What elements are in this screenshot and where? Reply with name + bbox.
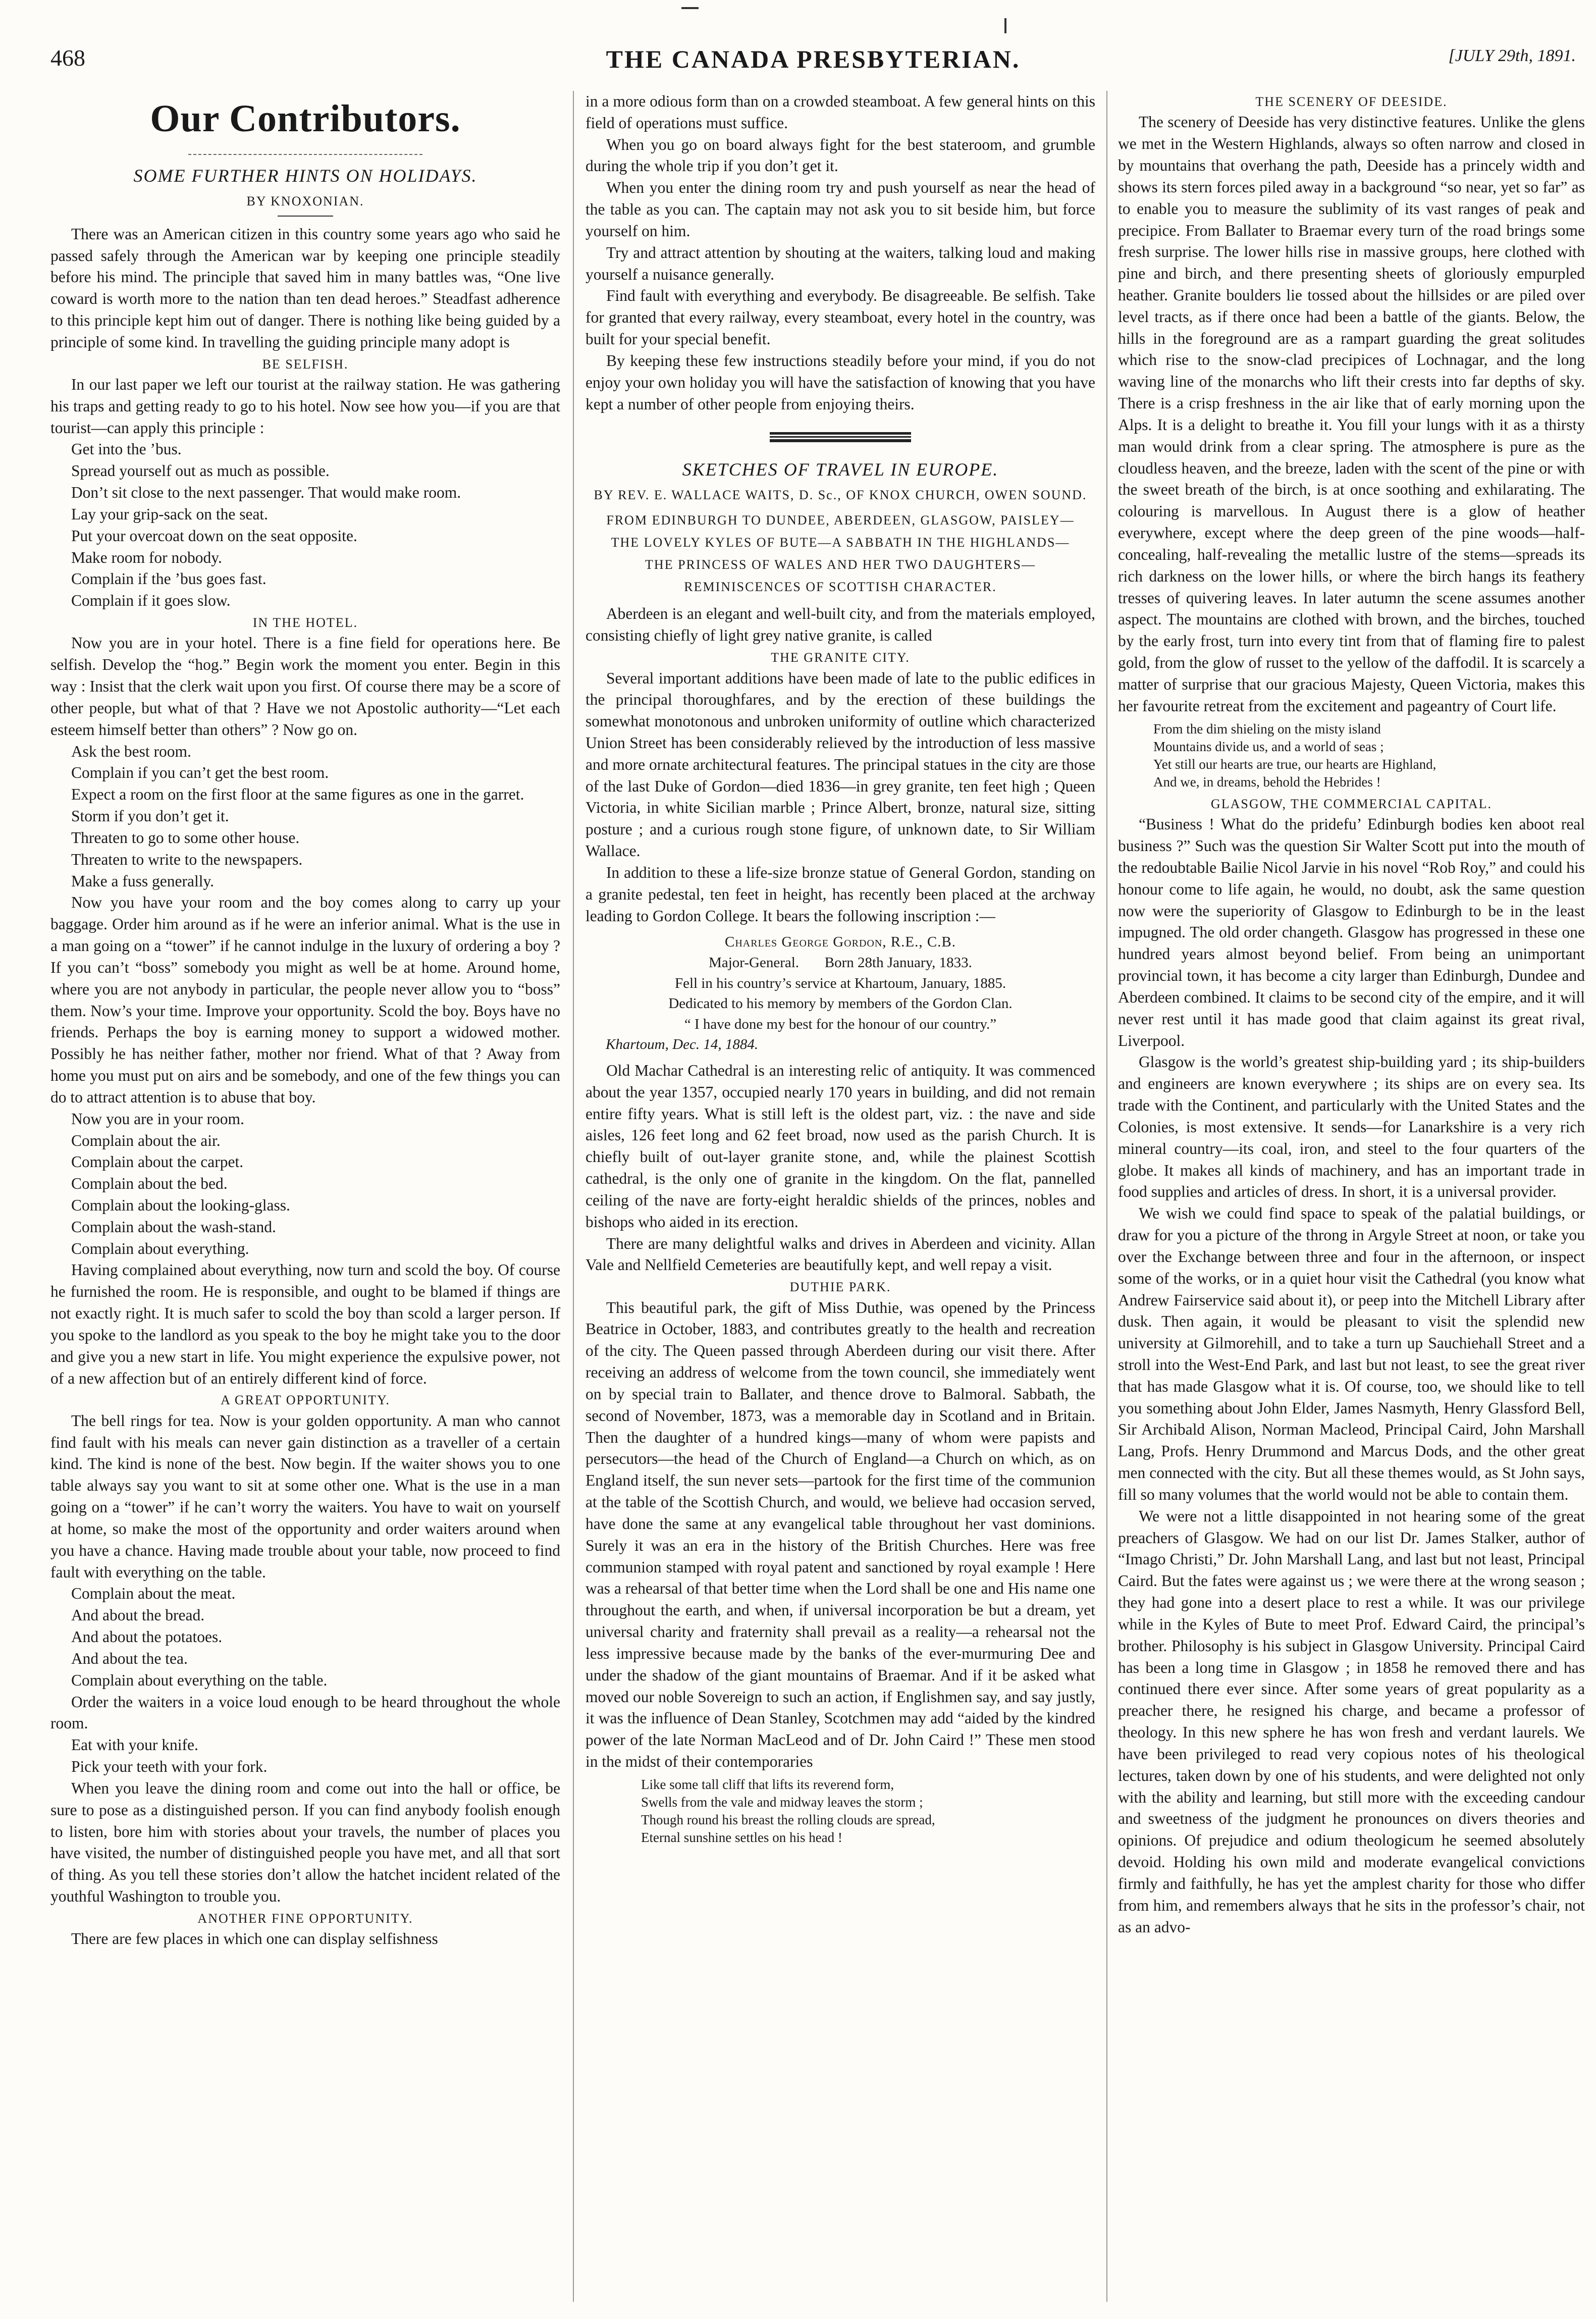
list-item: Complain about everything on the table. bbox=[71, 1671, 328, 1689]
column-rule bbox=[1106, 91, 1107, 2302]
list-item: Pick your teeth with your fork. bbox=[71, 1758, 268, 1776]
print-mark bbox=[1004, 18, 1006, 33]
paragraph: Find fault with everything and everybody. Be disagreeable. Be selfish. Take for granted that every railway, every steamboat, every hotel in the country, was built for your special benefit. bbox=[586, 287, 1095, 348]
paragraph: Several important additions have been made of late to the public edifices in the principal thoroughfares, and by the erection of these buildings the somewhat monotonous and unbroken uniformity of outline which characterized Union Street has been considerably relieved by the introduction of less massive and more ornate architectural features. The principal statues in the city are those of the last Duke of Gordon—died 1836—in grey granite, ten feet high ; Queen Victoria, in white Sicilian marble ; Prince Albert, bronze, natural size, sitting posture ; and a curious rough stone figure, of unknown date, to Sir William Wallace. bbox=[586, 669, 1095, 860]
list-item: Complain about the meat. bbox=[71, 1585, 236, 1603]
publication-title: THE CANADA PRESBYTERIAN. bbox=[606, 45, 1021, 73]
column-3 bbox=[1118, 91, 1585, 2307]
list-item: Lay your grip-sack on the seat. bbox=[71, 505, 269, 523]
paragraph: in a more odious form than on a crowded steamboat. A few general hints on this field of operations must suffice. bbox=[586, 92, 1095, 132]
paragraph: The bell rings for tea. Now is your golden opportunity. A man who cannot find fault with his meals can never gain distinction as a traveller of a certain kind. The kind is none of the best. Now begin. If the waiter shows you to one table always say you want to sit at some other one. What is the use in a man going on a “tower” if he can’t worry the waiters. You have to wait on yourself at home, so make the most of the opportunity and order waiters around when you have a chance. Having made trouble about your table, now proceed to find fault with everything on the table. bbox=[50, 1411, 560, 1581]
list-item: Storm if you don’t get it. bbox=[71, 807, 229, 825]
section-heading: IN THE HOTEL. bbox=[252, 615, 358, 630]
divider bbox=[278, 216, 333, 217]
paragraph: We were not a little disappointed in not hearing some of the great preachers of Glasgow. We had on our list Dr. James Stalker, author of “Imago Christi,” Dr. John Marshall Lang, and last but not least, Principal Caird. But the fates were against us ; we were there at the wrong season ; they had gone into a desert place to rest a while. It was our privilege while in the Kyles of Bute to meet Prof. Edward Caird, the principal’s brother. Philosophy is his subject in Glasgow University. Principal Caird has been a long time in Glasgow ; in 1858 he removed there and has continued there ever since. After some years of great popularity as a preacher there, he resigned his charge, and became a professor of theology. In this new sphere he has won fresh and verdant laurels. We have been privileged to read very copious notes of his theological lectures, taken down by one of his students, and were delighted not only with the ability and learning, but still more with the exceeding candour and sweetness of the judgment he pronounces on divers theories and opinions. Of prejudice and odium theologicum he seemed absolutely devoid. Holding his own mild and moderate evangelical convictions firmly and faithfully, he has yet the amplest charity for those who differ from him, and remembers always that he sits in the professor’s chair, not as an advo- bbox=[1118, 1507, 1585, 1936]
list-item: Complain if it goes slow. bbox=[71, 592, 231, 610]
list-complaints bbox=[50, 1109, 560, 1260]
paragraph: When you leave the dining room and come out into the hall or office, be sure to pose as a distinguished person. If you can find anybody foolish enough to listen, bore him with stories about your travels, the number of places you have visited, the number of distinguished people you have met, and all that sort of thing. As you tell these stories don’t allow the hatchet incident related of the youthful Washington to trouble you. bbox=[50, 1779, 560, 1906]
column-1 bbox=[50, 91, 560, 2307]
paragraph: There was an American citizen in this country some years ago who said he passed safely through the American war by keeping one principle steadily before his mind. The principle that saved him in many battles was, “One live coward is worth more to the nation than ten dead heroes.” Steadfast adherence to this principle kept him out of danger. There is nothing like being guided by a principle of some kind. In travelling the guiding principle many adopt is bbox=[50, 225, 560, 351]
list-item: Complain about the carpet. bbox=[71, 1153, 244, 1171]
list-item: Complain if the ’bus goes fast. bbox=[71, 570, 267, 588]
paragraph: The scenery of Deeside has very distinctive features. Unlike the glens we met in the Western Highlands, always so often narrow and closed in by mountains that overhang the path, Deeside has a princely width and shows its stern forces piled away in a background “so near, yet so far” as to enable you to measure the sublimity of its vast ranges of peak and precipice. From Ballater to Braemar every turn of the road brings some fresh surprise. The lower hills rise in massive groups, here clothed with pine and birch, and there presenting sheets of gloriously empurpled heather. Granite boulders lie tossed about the hillsides or are piled over level tracts, as if there once had been a battle of the giants. Below, the hills in the foreground are as a rampart guarding the great solitudes which rise to the snow-clad precipices of Lochnagar, and the long waving line of the monarchs who lift their crests into far depths of sky. There is a crisp freshness in the air like that of early morning upon the Alps. It is a delight to breathe it. You fill your lungs with it as a thirsty man would drink from a clear spring. The atmosphere is pure as the cloudless heaven, and the breeze, laden with the scent of the pine or with the sweet breath of the birch, is at once soothing and exhilarating. The colouring is marvellous. In August there is a glow of heather everywhere, except where the deep green of the pine woods—half-concealing, half-revealing the metallic lustre of the stems—spreads its rich darkness on the lower hills, or where the birch hangs its feathery tresses of quivering leaves. In later autumn the scene assumes another aspect. The mountains are clothed with brown, and the birches, touched by the early frost, turn into every tint from that of flaming fire to palest gold, from the glow of russet to the yellow of the daffodil. It is scarcely a matter of surprise that our gracious Majesty, Queen Victoria, makes this her favourite retreat from the excitement and pageantry of Court life. bbox=[1118, 113, 1585, 715]
verse-line: And we, in dreams, behold the Hebrides ! bbox=[1153, 774, 1381, 789]
section-masthead: Our Contributors. bbox=[150, 97, 461, 140]
list-manners bbox=[50, 1734, 560, 1778]
section-heading: THE SCENERY OF DEESIDE. bbox=[1255, 94, 1448, 109]
paragraph: Aberdeen is an elegant and well-built city, and from the materials employed, consisting chiefly of light grey native granite, is called bbox=[586, 605, 1095, 645]
section-heading: GLASGOW, THE COMMERCIAL CAPITAL. bbox=[1210, 796, 1493, 811]
verse-quotation bbox=[586, 1776, 1095, 1847]
section-heading: A GREAT OPPORTUNITY. bbox=[221, 1393, 390, 1408]
paragraph: In addition to these a life-size bronze statue of General Gordon, standing on a granite pedestal, ten feet in height, has recently been placed at the archway leading to Gordon College. It bears the following inscription :— bbox=[586, 863, 1095, 925]
paragraph: Now you are in your hotel. There is a fine field for operations here. Be selfish. Develop the “hog.” Begin work the moment you enter. Begin in this way : Insist that the clerk wait upon you first. Of course there may be a score of other people, but what of that ? Have we not Apostolic authority—“Let each esteem himself better than others” ? Now go on. bbox=[50, 634, 560, 739]
list-item: And about the potatoes. bbox=[71, 1628, 223, 1646]
list-table-complaints bbox=[50, 1583, 560, 1691]
list-item: Spread yourself out as much as possible. bbox=[71, 462, 330, 480]
paragraph: When you go on board always fight for the best stateroom, and grumble during the whole trip if you don’t get it. bbox=[586, 135, 1095, 175]
inscription-date: Khartoum, Dec. 14, 1884. bbox=[606, 1036, 759, 1053]
inscription bbox=[586, 932, 1095, 1055]
verse-line: From the dim shieling on the misty island bbox=[1153, 721, 1381, 736]
list-item: And about the tea. bbox=[71, 1649, 188, 1667]
section-heading: THE GRANITE CITY. bbox=[771, 650, 910, 665]
list-item: Put your overcoat down on the seat opposite. bbox=[71, 526, 357, 545]
list-item: Complain if you can’t get the best room. bbox=[71, 764, 329, 782]
list-hints-bus bbox=[50, 439, 560, 612]
inscription-fell: Fell in his country’s service at Khartoum, January, 1885. bbox=[674, 975, 1006, 991]
article-title: SKETCHES OF TRAVEL IN EUROPE. bbox=[682, 459, 999, 480]
divider bbox=[188, 154, 423, 155]
list-item: Make room for nobody. bbox=[71, 548, 222, 566]
list-item: Get into the ’bus. bbox=[71, 440, 182, 458]
verse-line: Swells from the vale and midway leaves the storm ; bbox=[641, 1794, 923, 1810]
paragraph: When you enter the dining room try and push yourself as near the head of the table as you can. The captain may not ask you to sit beside him, but force yourself on him. bbox=[586, 179, 1095, 240]
paragraph: There are many delightful walks and drives in Aberdeen and vicinity. Allan Vale and Nellfield Cemeteries are beautifully kept, and well repay a visit. bbox=[586, 1234, 1095, 1274]
list-item: Complain about the looking-glass. bbox=[71, 1196, 290, 1214]
page-header bbox=[50, 44, 1576, 80]
list-item: Make a fuss generally. bbox=[71, 872, 215, 890]
list-item: Expect a room on the first floor at the same figures as one in the garret. bbox=[71, 785, 524, 804]
paragraph: There are few places in which one can display selfishness bbox=[71, 1930, 438, 1948]
column-rule bbox=[573, 91, 574, 2302]
list-item: Eat with your knife. bbox=[71, 1736, 198, 1754]
list-item: And about the bread. bbox=[71, 1606, 205, 1624]
section-heading: BE SELFISH. bbox=[262, 356, 349, 372]
paragraph: Now you have your room and the boy comes along to carry up your baggage. Order him around as if he were an inferior animal. What is the use in a man going on a “tower” if he cannot indulge in the luxury of ordering a boy ? If you can’t “boss” somebody you might as well be at home. Around home, where you are not anybody in particular, the people never allow you to “boss” them. Now’s your time. Improve your opportunity. Scold the boy. Boys have no friends. Perhaps the boy is earning money to support a widowed mother. Possibly he has neither father, mother nor friend. What of that ? Away from home you must put on airs and be somebody, and one of the few things you can do to attract attention is to abuse that boy. bbox=[50, 893, 560, 1106]
paragraph: In our last paper we left our tourist at the railway station. He was gathering his traps and getting ready to go to his hotel. Now see how you—if you are that tourist—can apply this principle : bbox=[50, 376, 560, 437]
paragraph: Try and attract attention by shouting at the waiters, talking loud and making yourself a nuisance generally. bbox=[586, 243, 1095, 283]
verse-line: Mountains divide us, and a world of seas ; bbox=[1153, 739, 1384, 754]
list-item: Threaten to go to some other house. bbox=[71, 828, 300, 847]
paragraph: We wish we could find space to speak of the palatial buildings, or draw for you a picture of the throng in Argyle Street at noon, or take you over the Exchange between three and four in the afternoon, or inspect some of the works, or in a quiet hour visit the Cathedral (you know what Andrew Fairservice said about it), or peep into the Mitchell Library after dusk. Then again, it would be pleasant to visit the splendid new university at Gilmorehill, and to take a turn up Sauchiehall Street and a stroll into the West-End Park, and last but not least, to see the great river that has made Glasgow what it is. Of course, too, we should like to tell you something about John Elder, James Nasmyth, Henry Glassford Bell, Sir Archibald Alison, Norman Macleod, Principal Caird, John Marshall Lang, Profs. Henry Drummond and Marcus Dods, and the other great men connected with the city. But all these themes would, as St John says, fill so many volumes that the world would not be able to contain them. bbox=[1118, 1204, 1585, 1503]
inscription-dedication: Dedicated to his memory by members of the Gordon Clan. bbox=[668, 995, 1013, 1012]
paragraph: This beautiful park, the gift of Miss Duthie, was opened by the Princess Beatrice in October, 1883, and contributes greatly to the health and recreation of the city. The Queen passed through Aberdeen during our visit there. After receiving an address of welcome from the town council, she immediately went on by special train to Ballater, and thence drove to Balmoral. Sabbath, the second of November, 1873, was a memorable day in Scotland and in Britain. Then the daughter of a hundred kings—many of whom were papists and persecutors—the head of the Church of England—a Church on which, as on England itself, the sun never sets—partook for the first time of the communion at the table of the Scottish Church, and would, we believe had occasion served, have done the same at any evangelical table throughout her vast dominions. Surely it was an era in the history of the British Churches. Here was free communion stamped with royal patent and sanctioned by royal example ! Here was a rehearsal of that better time when the Lord shall be one and His name one throughout the earth, and when, if universal incorporation be but a dream, yet universal charity and fraternity shall prevail as a reality—a rehearsal not the less impressive because made by the banks of the ever-murmuring Dee and under the shadow of the giant mountains of Braemar. And if it be asked what moved our noble Sovereign to such an action, if Englishmen say, and say justly, it was the influence of Dean Stanley, Scotchmen may add “aided by the kindred power of the late Norman MacLeod and of Dr. John Caird !” These men stood in the midst of their contemporaries bbox=[586, 1298, 1095, 1771]
list-hints-room bbox=[50, 741, 560, 892]
verse-line: Though round his breast the rolling clouds are spread, bbox=[641, 1812, 935, 1828]
list-item: Complain about the bed. bbox=[71, 1175, 228, 1193]
byline: BY KNOXONIAN. bbox=[246, 194, 364, 209]
paragraph: “Business ! What do the pridefu’ Edinburgh bodies ken aboot real business ?” Such was the question Sir Walter Scott put into the mouth of the redoubtable Bailie Nicol Jarvie in his novel “Rob Roy,” and could his honour come to life again, he would, no doubt, ask the same question now were the superiority of Glasgow to Edinburgh to be in the least impugned. The old order changeth. Glasgow has progressed in these one hundred years almost beyond belief. From being an unimportant provincial town, it has become a city larger than Edinburgh, Dundee and Aberdeen combined. It claims to be second city of the empire, and it will never rest until it has made good that claim against its great rival, Liverpool. bbox=[1118, 815, 1585, 1049]
list-item: Complain about the wash-stand. bbox=[71, 1218, 276, 1236]
issue-date: [JULY 29th, 1891. bbox=[1448, 46, 1576, 65]
paragraph: By keeping these few instructions steadily before your mind, if you do not enjoy your own holiday you will have the satisfaction of knowing that you have kept a number of other people from enjoying theirs. bbox=[586, 351, 1095, 413]
inscription-quote: “ I have done my best for the honour of our country.” bbox=[684, 1016, 997, 1032]
paragraph: Having complained about everything, now turn and scold the boy. Of course he furnished the room. He is responsible, and ought to be blamed if things are not exactly right. It is much safer to scold the boy than scold a larger person. If you spoke to the landlord as you speak to the boy he might take you to the door and give you a new start in life. You might experience the expulsive power, not of a new affection but of an entirely different kind of force. bbox=[50, 1261, 560, 1387]
print-mark bbox=[681, 7, 699, 9]
paragraph: Old Machar Cathedral is an interesting relic of antiquity. It was commenced about the year 1357, occupied nearly 170 years in building, and did not remain entire fifty years. What is still left is the oldest part, viz. : the nave and side aisles, 126 feet long and 62 feet broad, now used as the parish Church. It is chiefly built of out-layer granite stone, and, while the plainest Scottish cathedral, is the only one of granite in the kingdom. On the flat, pannelled ceiling of the nave are forty-eight heraldic shields of the princes, nobles and bishops who aided in its erection. bbox=[586, 1062, 1095, 1231]
list-item: Don’t sit close to the next passenger. That would make room. bbox=[71, 484, 461, 502]
verse-line: Eternal sunshine settles on his head ! bbox=[641, 1830, 842, 1846]
verse-line: Yet still our hearts are true, our hearts are Highland, bbox=[1153, 756, 1437, 772]
page-number: 468 bbox=[50, 45, 85, 71]
inscription-name: Charles George Gordon, R.E., C.B. bbox=[724, 934, 956, 951]
list-item: Complain about everything. bbox=[71, 1239, 249, 1257]
list-item: Complain about the air. bbox=[71, 1131, 221, 1149]
paragraph: Order the waiters in a voice loud enough to be heard throughout the whole room. bbox=[50, 1693, 560, 1732]
byline: BY REV. E. WALLACE WAITS, D. Sc., OF KNOX CHURCH, OWEN SOUND. bbox=[594, 488, 1087, 503]
verse-quotation bbox=[1118, 720, 1585, 791]
list-item: Now you are in your room. bbox=[71, 1110, 244, 1128]
article-subheading: FROM EDINBURGH TO DUNDEE, ABERDEEN, GLASGOW, PAISLEY—THE LOVELY KYLES OF BUTE—A SABBATH IN THE HIGHLANDS—THE PRINCESS OF WALES AND HER TWO DAUGHTERS—REMINISCENCES OF SCOTTISH CHARACTER. bbox=[606, 512, 1075, 595]
article-separator bbox=[770, 432, 911, 442]
inscription-rank: Major-General. Born 28th January, 1833. bbox=[709, 955, 972, 971]
list-item: Ask the best room. bbox=[71, 742, 191, 760]
column-2 bbox=[586, 91, 1095, 2307]
article-title: SOME FURTHER HINTS ON HOLIDAYS. bbox=[133, 166, 477, 186]
section-heading: ANOTHER FINE OPPORTUNITY. bbox=[197, 1911, 413, 1926]
section-heading: DUTHIE PARK. bbox=[789, 1280, 891, 1295]
paragraph: Glasgow is the world’s greatest ship-building yard ; its ship-builders and engineers are known everywhere ; its ships are on every sea. Its trade with the Continent, and particularly with the United States and the Colonies, is most extensive. It sends—for Lanarkshire is a very rich mineral country—its coal, iron, and steel to the four quarters of the globe. It makes all kinds of machinery, and has an important trade in food supplies and articles of dress. In short, it is a universal provider. bbox=[1118, 1053, 1585, 1201]
list-item: Threaten to write to the newspapers. bbox=[71, 850, 303, 868]
verse-line: Like some tall cliff that lifts its reverend form, bbox=[641, 1776, 894, 1792]
